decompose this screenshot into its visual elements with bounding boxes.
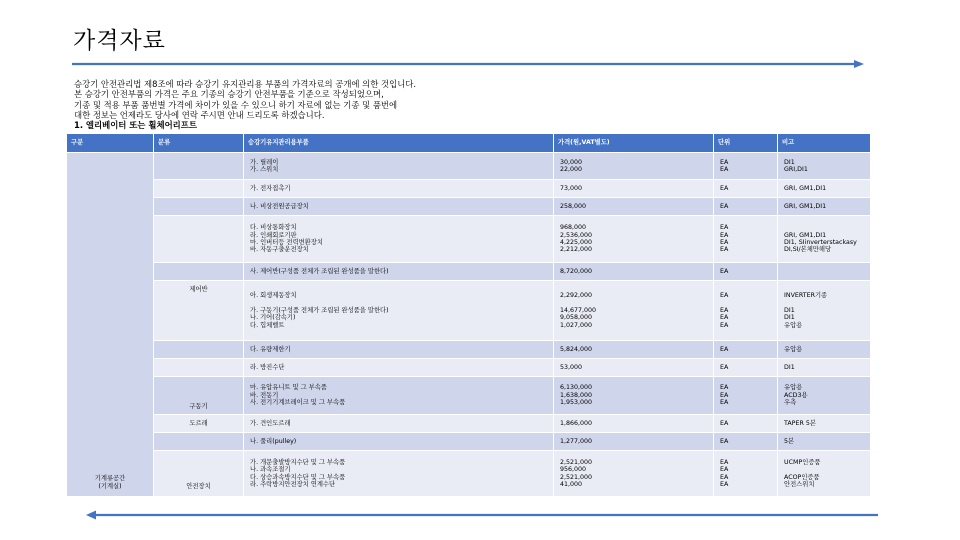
unit-cell: EA <box>714 180 778 198</box>
classification-cell <box>154 341 244 359</box>
category-cell: 기계류공간 (기계실) <box>67 153 154 497</box>
page-title: 가격자료 <box>73 28 166 54</box>
note-cell: 유압용 ACD3용 우측 <box>778 377 871 415</box>
part-cell: 나. 풀리(pulley) <box>244 433 554 451</box>
note-cell: TAPER 5본 <box>778 415 871 433</box>
note-cell: DI1 <box>778 359 871 377</box>
unit-cell: EA EA EA EA <box>714 216 778 263</box>
section-subtitle: 1. 엘리베이터 또는 휠체어리프트 <box>74 120 197 131</box>
left-arrow-divider <box>86 509 878 521</box>
note-cell: GRI, GM1,DI1 DI1, SIinverterstackasy DI,SI/본체만해당 <box>778 216 871 263</box>
classification-cell: 도르래 <box>154 415 244 433</box>
table-row <box>67 180 871 198</box>
unit-cell: EA <box>714 198 778 216</box>
unit-cell: EA EA EA <box>714 377 778 415</box>
intro-line: 기종 및 적용 부품 품번별 가격에 차이가 있을 수 있으니 하기 자료에 없는 기종 및 품번에 <box>74 99 398 110</box>
price-cell: 2,292,000 14,677,000 9,058,000 1,027,000 <box>554 281 714 341</box>
table-row <box>67 216 871 263</box>
note-cell <box>778 263 871 281</box>
table-row <box>67 359 871 377</box>
table-row <box>67 263 871 281</box>
unit-cell: EA <box>714 341 778 359</box>
header-part: 승강기유지관리용부품 <box>244 134 554 153</box>
note-cell: GRI, GM1,DI1 <box>778 198 871 216</box>
classification-cell: 제어반 <box>154 281 244 341</box>
header-price: 가격(원,VAT별도) <box>554 134 714 153</box>
part-cell: 가. 전자접촉기 <box>244 180 554 198</box>
header-unit: 단위 <box>714 134 778 153</box>
classification-cell <box>154 359 244 377</box>
note-cell: INVERTER기종 DI1 DI1 유압용 <box>778 281 871 341</box>
table-row <box>67 198 871 216</box>
part-cell: 나. 비상전원공급장치 <box>244 198 554 216</box>
part-cell: 가. 릴레이 가. 스위치 <box>244 153 554 180</box>
unit-cell: EA <box>714 415 778 433</box>
classification-cell <box>154 433 244 451</box>
part-cell: 아. 회생제동장치 가. 구동기(구성품 전체가 조립된 완성품을 말한다) 나. 기어(감속기) 다. 힙체벨트 <box>244 281 554 341</box>
table-row <box>67 451 871 497</box>
price-cell: 1,277,000 <box>554 433 714 451</box>
header-note: 비고 <box>778 134 871 153</box>
table-row <box>67 433 871 451</box>
part-cell: 가. 견인도르래 <box>244 415 554 433</box>
price-cell: 258,000 <box>554 198 714 216</box>
table-row <box>67 341 871 359</box>
price-table <box>66 133 871 497</box>
price-cell: 6,130,000 1,638,000 1,953,000 <box>554 377 714 415</box>
table-row <box>67 415 871 433</box>
right-arrow-divider <box>72 59 864 69</box>
unit-cell: EA EA EA EA <box>714 451 778 497</box>
note-cell: 5본 <box>778 433 871 451</box>
price-cell: 968,000 2,536,000 4,225,000 2,212,000 <box>554 216 714 263</box>
classification-cell: 구동기 <box>154 377 244 415</box>
table-row <box>67 377 871 415</box>
price-cell: 2,521,000 956,000 2,521,000 41,000 <box>554 451 714 497</box>
intro-text <box>74 79 774 130</box>
intro-line: 본 승강기 안전부품의 가격은 주요 기종의 승강기 안전부품을 기준으로 작성되었으며, <box>74 89 384 100</box>
classification-cell <box>154 216 244 263</box>
part-cell: 가. 개문출발방지수단 및 그 부속품 나. 과속조절기 다. 상승과속방지수단 및 그 부속품 라. 추락방지안전장치 연계수단 <box>244 451 554 497</box>
part-cell: 다. 유량제한기 <box>244 341 554 359</box>
part-cell: 사. 제어반(구성품 전체가 조립된 완성품을 말한다) <box>244 263 554 281</box>
classification-cell <box>154 180 244 198</box>
header-classification: 분류 <box>154 134 244 153</box>
unit-cell: EA <box>714 433 778 451</box>
note-cell: DI1 GRI,DI1 <box>778 153 871 180</box>
unit-cell: EA EA <box>714 153 778 180</box>
table-row <box>67 153 871 180</box>
unit-cell: EA <box>714 359 778 377</box>
unit-cell: EA <box>714 263 778 281</box>
unit-cell: EA EA EA EA <box>714 281 778 341</box>
header-category: 구분 <box>67 134 154 153</box>
note-cell: UCMP인증품 ACOP인증품 안전스위치 <box>778 451 871 497</box>
intro-line: 대한 정보는 언제라도 당사에 연락 주시면 안내 드리도록 하겠습니다. <box>74 109 325 120</box>
table-row <box>67 281 871 341</box>
part-cell: 다. 비상통화장치 라. 인쇄회로기판 마. 인버터등 전력변환장치 바. 자동구출운전장치 <box>244 216 554 263</box>
classification-cell <box>154 198 244 216</box>
note-cell: GRI, GM1,DI1 <box>778 180 871 198</box>
price-cell: 30,000 22,000 <box>554 153 714 180</box>
price-cell: 73,000 <box>554 180 714 198</box>
note-cell: 유압용 <box>778 341 871 359</box>
intro-line: 승강기 안전관리법 제8조에 따라 승강기 유지관리용 부품의 가격자료의 공개에 의한 것입니다. <box>74 79 417 89</box>
part-cell: 라. 방진수단 <box>244 359 554 377</box>
classification-cell <box>154 263 244 281</box>
price-cell: 1,866,000 <box>554 415 714 433</box>
price-cell: 8,720,000 <box>554 263 714 281</box>
price-cell: 5,824,000 <box>554 341 714 359</box>
table-header-row <box>67 134 871 153</box>
classification-cell <box>154 153 244 180</box>
classification-cell: 안전장치 <box>154 451 244 497</box>
price-cell: 53,000 <box>554 359 714 377</box>
part-cell: 마. 유압유니트 및 그 부속품 바. 전동기 사. 전기기계브레이크 및 그 부속품 <box>244 377 554 415</box>
